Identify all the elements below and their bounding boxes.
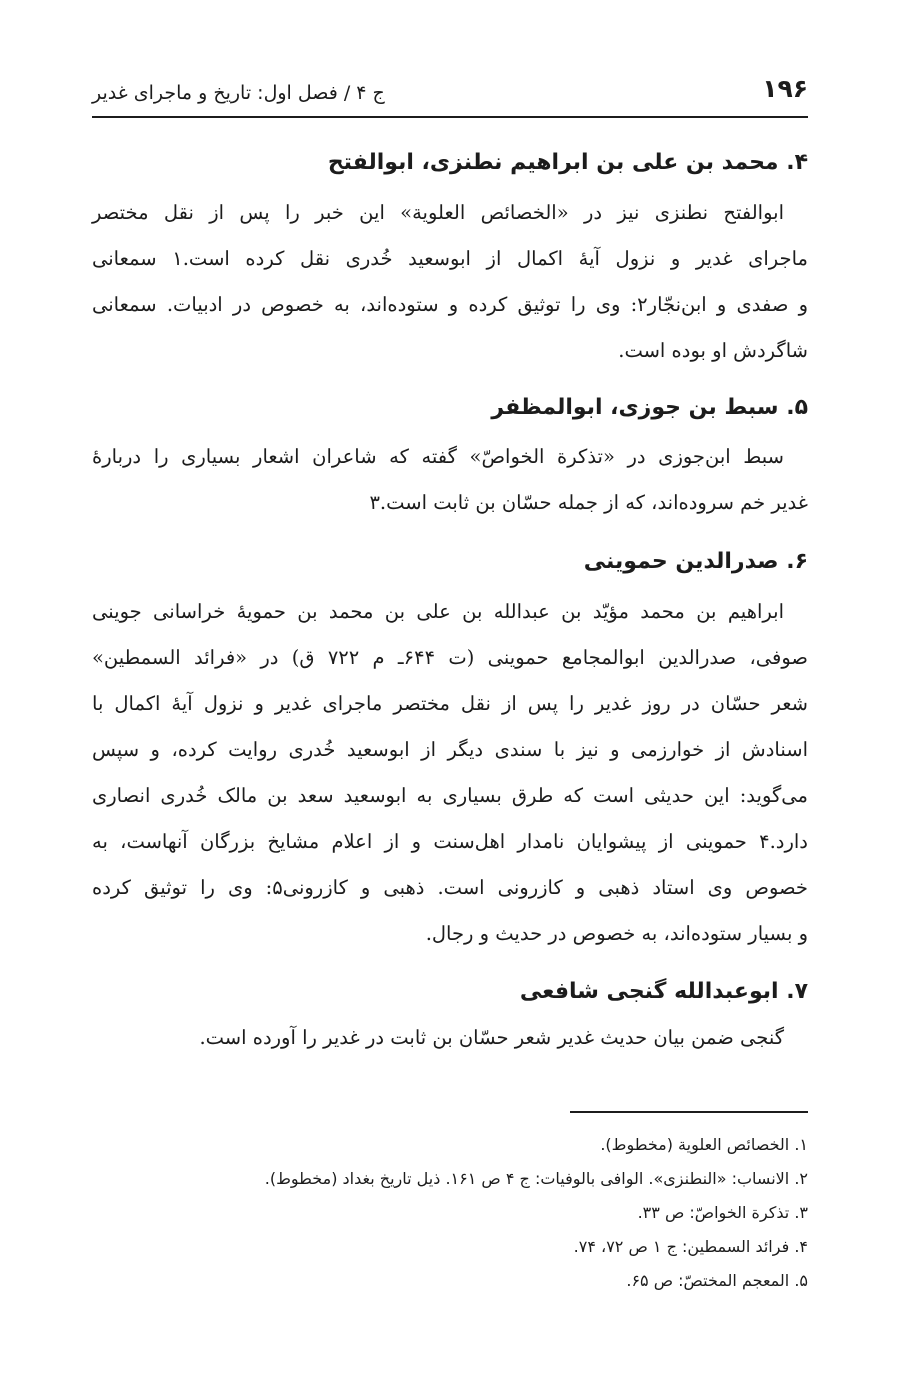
- paragraph-line: و بسیار ستوده‌اند، به خصوص در حدیث و رجال.: [425, 922, 808, 945]
- paragraph-line: اسنادش از خوارزمی و نیز با سندی دیگر از ابوسعید خُدری روایت کرده، و سپس: [92, 738, 808, 761]
- paragraph-line: می‌گوید: این حدیثی است که طرق بسیاری به ابوسعید سعد بن مالک خُدری انصاری: [92, 784, 808, 807]
- paragraph-line: دارد.۴ حموینی از پیشوایان نامدار اهل‌سنت و از اعلام مشایخ بزرگان آنهاست، به: [92, 830, 808, 853]
- paragraph-line: و صفدی و ابن‌نجّار۲: وی را توثیق کرده و ستوده‌اند، به خصوص در ادبیات. سمعانی: [92, 293, 808, 316]
- page-header: [92, 62, 808, 118]
- running-title: ج ۴ / فصل اول: تاریخ و ماجرای غدیر: [92, 82, 385, 104]
- paragraph-line: ابراهیم بن محمد مؤیّد بن عبدالله بن علی بن محمد بن حمویهٔ خراسانی جوینی: [92, 600, 784, 623]
- footnote-1: ۱. الخصائص العلویة (مخطوط).: [600, 1135, 808, 1154]
- footnote-separator: [570, 1111, 808, 1113]
- paragraph-line: خصوص وی استاد ذهبی و کازرونی است. ذهبی و کازرونی۵: وی را توثیق کرده: [92, 876, 808, 899]
- page-number: ۱۹۶: [762, 74, 808, 103]
- paragraph-line: شاگردش او بوده است.: [618, 339, 808, 362]
- book-page: [92, 0, 808, 1390]
- footnote-5: ۵. المعجم المختصّ: ص ۶۵.: [626, 1271, 808, 1290]
- section-heading-6: ۶. صدرالدین حموینی: [583, 549, 808, 574]
- footnote-3: ۳. تذکرة الخواصّ: ص ۳۳.: [637, 1203, 808, 1222]
- section-heading-7: ۷. ابوعبدالله گنجی شافعی: [519, 979, 808, 1004]
- footnote-4: ۴. فرائد السمطین: ج ۱ ص ۷۲، ۷۴.: [573, 1237, 808, 1256]
- paragraph-line: غدیر خم سروده‌اند، که از جمله حسّان بن ثابت است.۳: [369, 491, 808, 514]
- paragraph-line: سبط ابن‌جوزی در «تذکرة الخواصّ» گفته که شاعران اشعار بسیاری را دربارهٔ: [92, 445, 784, 468]
- section-heading-4: ۴. محمد بن علی بن ابراهیم نطنزی، ابوالفتح: [327, 150, 808, 175]
- paragraph-line: گنجی ضمن بیان حدیث غدیر شعر حسّان بن ثابت در غدیر را آورده است.: [199, 1026, 784, 1049]
- footnote-2: ۲. الانساب: «النطنزی». الوافی بالوفیات: ج ۴ ص ۱۶۱. ذیل تاریخ بغداد (مخطوط).: [264, 1169, 808, 1188]
- paragraph-line: شعر حسّان در روز غدیر را پس از نقل مختصر ماجرای غدیر و نزول آیهٔ اکمال با: [92, 692, 808, 715]
- paragraph-line: ماجرای غدیر و نزول آیهٔ اکمال از ابوسعید خُدری نقل کرده است.۱ سمعانی: [92, 247, 808, 270]
- section-heading-5: ۵. سبط بن جوزی، ابوالمظفر: [491, 395, 808, 420]
- paragraph-line: صوفی، صدرالدین ابوالمجامع حموینی (ت ۶۴۴ـ م ۷۲۲ ق) در «فرائد السمطین»: [92, 646, 808, 669]
- paragraph-line: ابوالفتح نطنزی نیز در «الخصائص العلویة» این خبر را پس از نقل مختصر: [92, 201, 784, 224]
